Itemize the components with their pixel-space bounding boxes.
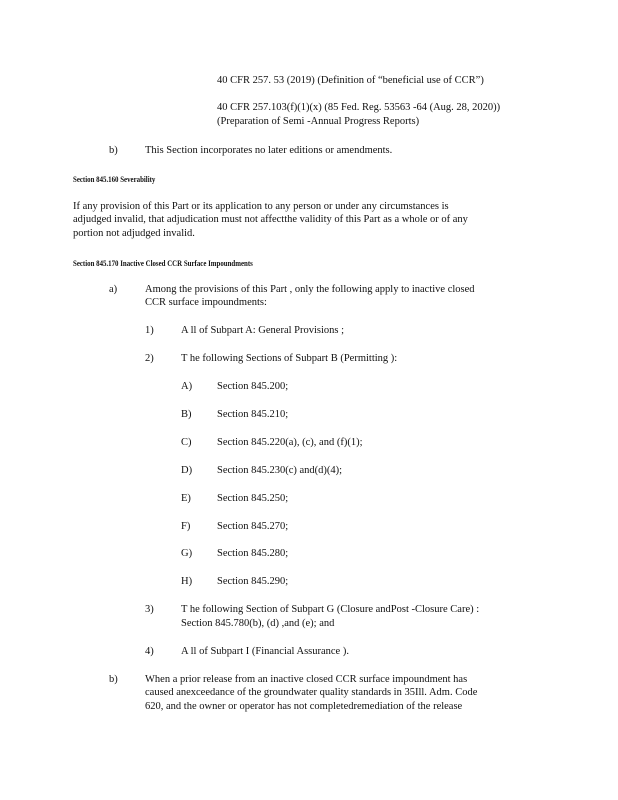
subitem-text: Section 845.280; — [217, 548, 289, 559]
paragraph-b-line-2: caused anexceedance of the groundwater quality standards in 35Ill. Adm. Code — [145, 687, 478, 698]
section-845-170-heading: Section 845.170 Inactive Closed CCR Surface Impoundments — [73, 259, 253, 268]
paragraph-b-line-1: When a prior release from an inactive closed CCR surface impoundment has — [145, 674, 468, 685]
item-1-number: 1) — [145, 325, 154, 336]
subitem-letter: F) — [181, 521, 191, 532]
subitem-text: Section 845.230(c) and(d)(4); — [217, 465, 343, 476]
citation-257-103-line1: 40 CFR 257.103(f)(1)(x) (85 Fed. Reg. 53563 -64 (Aug. 28, 2020)) — [217, 102, 501, 113]
paragraph-b-label: b) — [109, 674, 118, 685]
subitem-letter: H) — [181, 576, 193, 587]
subitem-letter: G) — [181, 548, 193, 559]
subitem-letter: C) — [181, 437, 192, 448]
subitem-letter: A) — [181, 381, 193, 392]
item-4-text: A ll of Subpart I (Financial Assurance ). — [181, 646, 349, 657]
subitem-text: Section 845.290; — [217, 576, 289, 587]
paragraph-a-label: a) — [109, 284, 118, 295]
subitem-letter: D) — [181, 465, 193, 476]
citation-257-103-line2: (Preparation of Semi -Annual Progress Reports) — [217, 116, 420, 127]
subitem-text: Section 845.210; — [217, 409, 289, 420]
item-1-text: A ll of Subpart A: General Provisions ; — [181, 325, 345, 336]
severability-line-3: portion not adjudged invalid. — [73, 228, 195, 239]
item-3-line-2: Section 845.780(b), (d) ,and (e); and — [181, 618, 335, 629]
paragraph-b-line-3: 620, and the owner or operator has not completedremediation of the release — [145, 701, 463, 712]
section-845-160-heading: Section 845.160 Severability — [73, 175, 156, 184]
severability-line-2: adjudged invalid, that adjudication must not affectthe validity of this Part as a whole or of any — [73, 214, 468, 225]
severability-line-1: If any provision of this Part or its application to any person or under any circumstances is — [73, 201, 449, 212]
incorporation-text: This Section incorporates no later editions or amendments. — [145, 145, 393, 156]
item-2-number: 2) — [145, 353, 154, 364]
subitem-text: Section 845.270; — [217, 521, 289, 532]
subitem-text: Section 845.200; — [217, 381, 289, 392]
citation-257-53: 40 CFR 257. 53 (2019) (Definition of “beneficial use of CCR”) — [217, 75, 484, 86]
subitem-letter: B) — [181, 409, 192, 420]
item-2-text: T he following Sections of Subpart B (Permitting ): — [181, 353, 398, 364]
subitem-letter: E) — [181, 493, 191, 504]
item-4-number: 4) — [145, 646, 154, 657]
paragraph-a-line-2: CCR surface impoundments: — [145, 297, 267, 308]
item-3-line-1: T he following Section of Subpart G (Closure andPost -Closure Care) : — [181, 604, 480, 615]
item-3-number: 3) — [145, 604, 154, 615]
incorporation-label: b) — [109, 145, 118, 156]
subitem-text: Section 845.220(a), (c), and (f)(1); — [217, 437, 363, 448]
subitem-text: Section 845.250; — [217, 493, 289, 504]
paragraph-a-line-1: Among the provisions of this Part , only the following apply to inactive closed — [145, 284, 475, 295]
